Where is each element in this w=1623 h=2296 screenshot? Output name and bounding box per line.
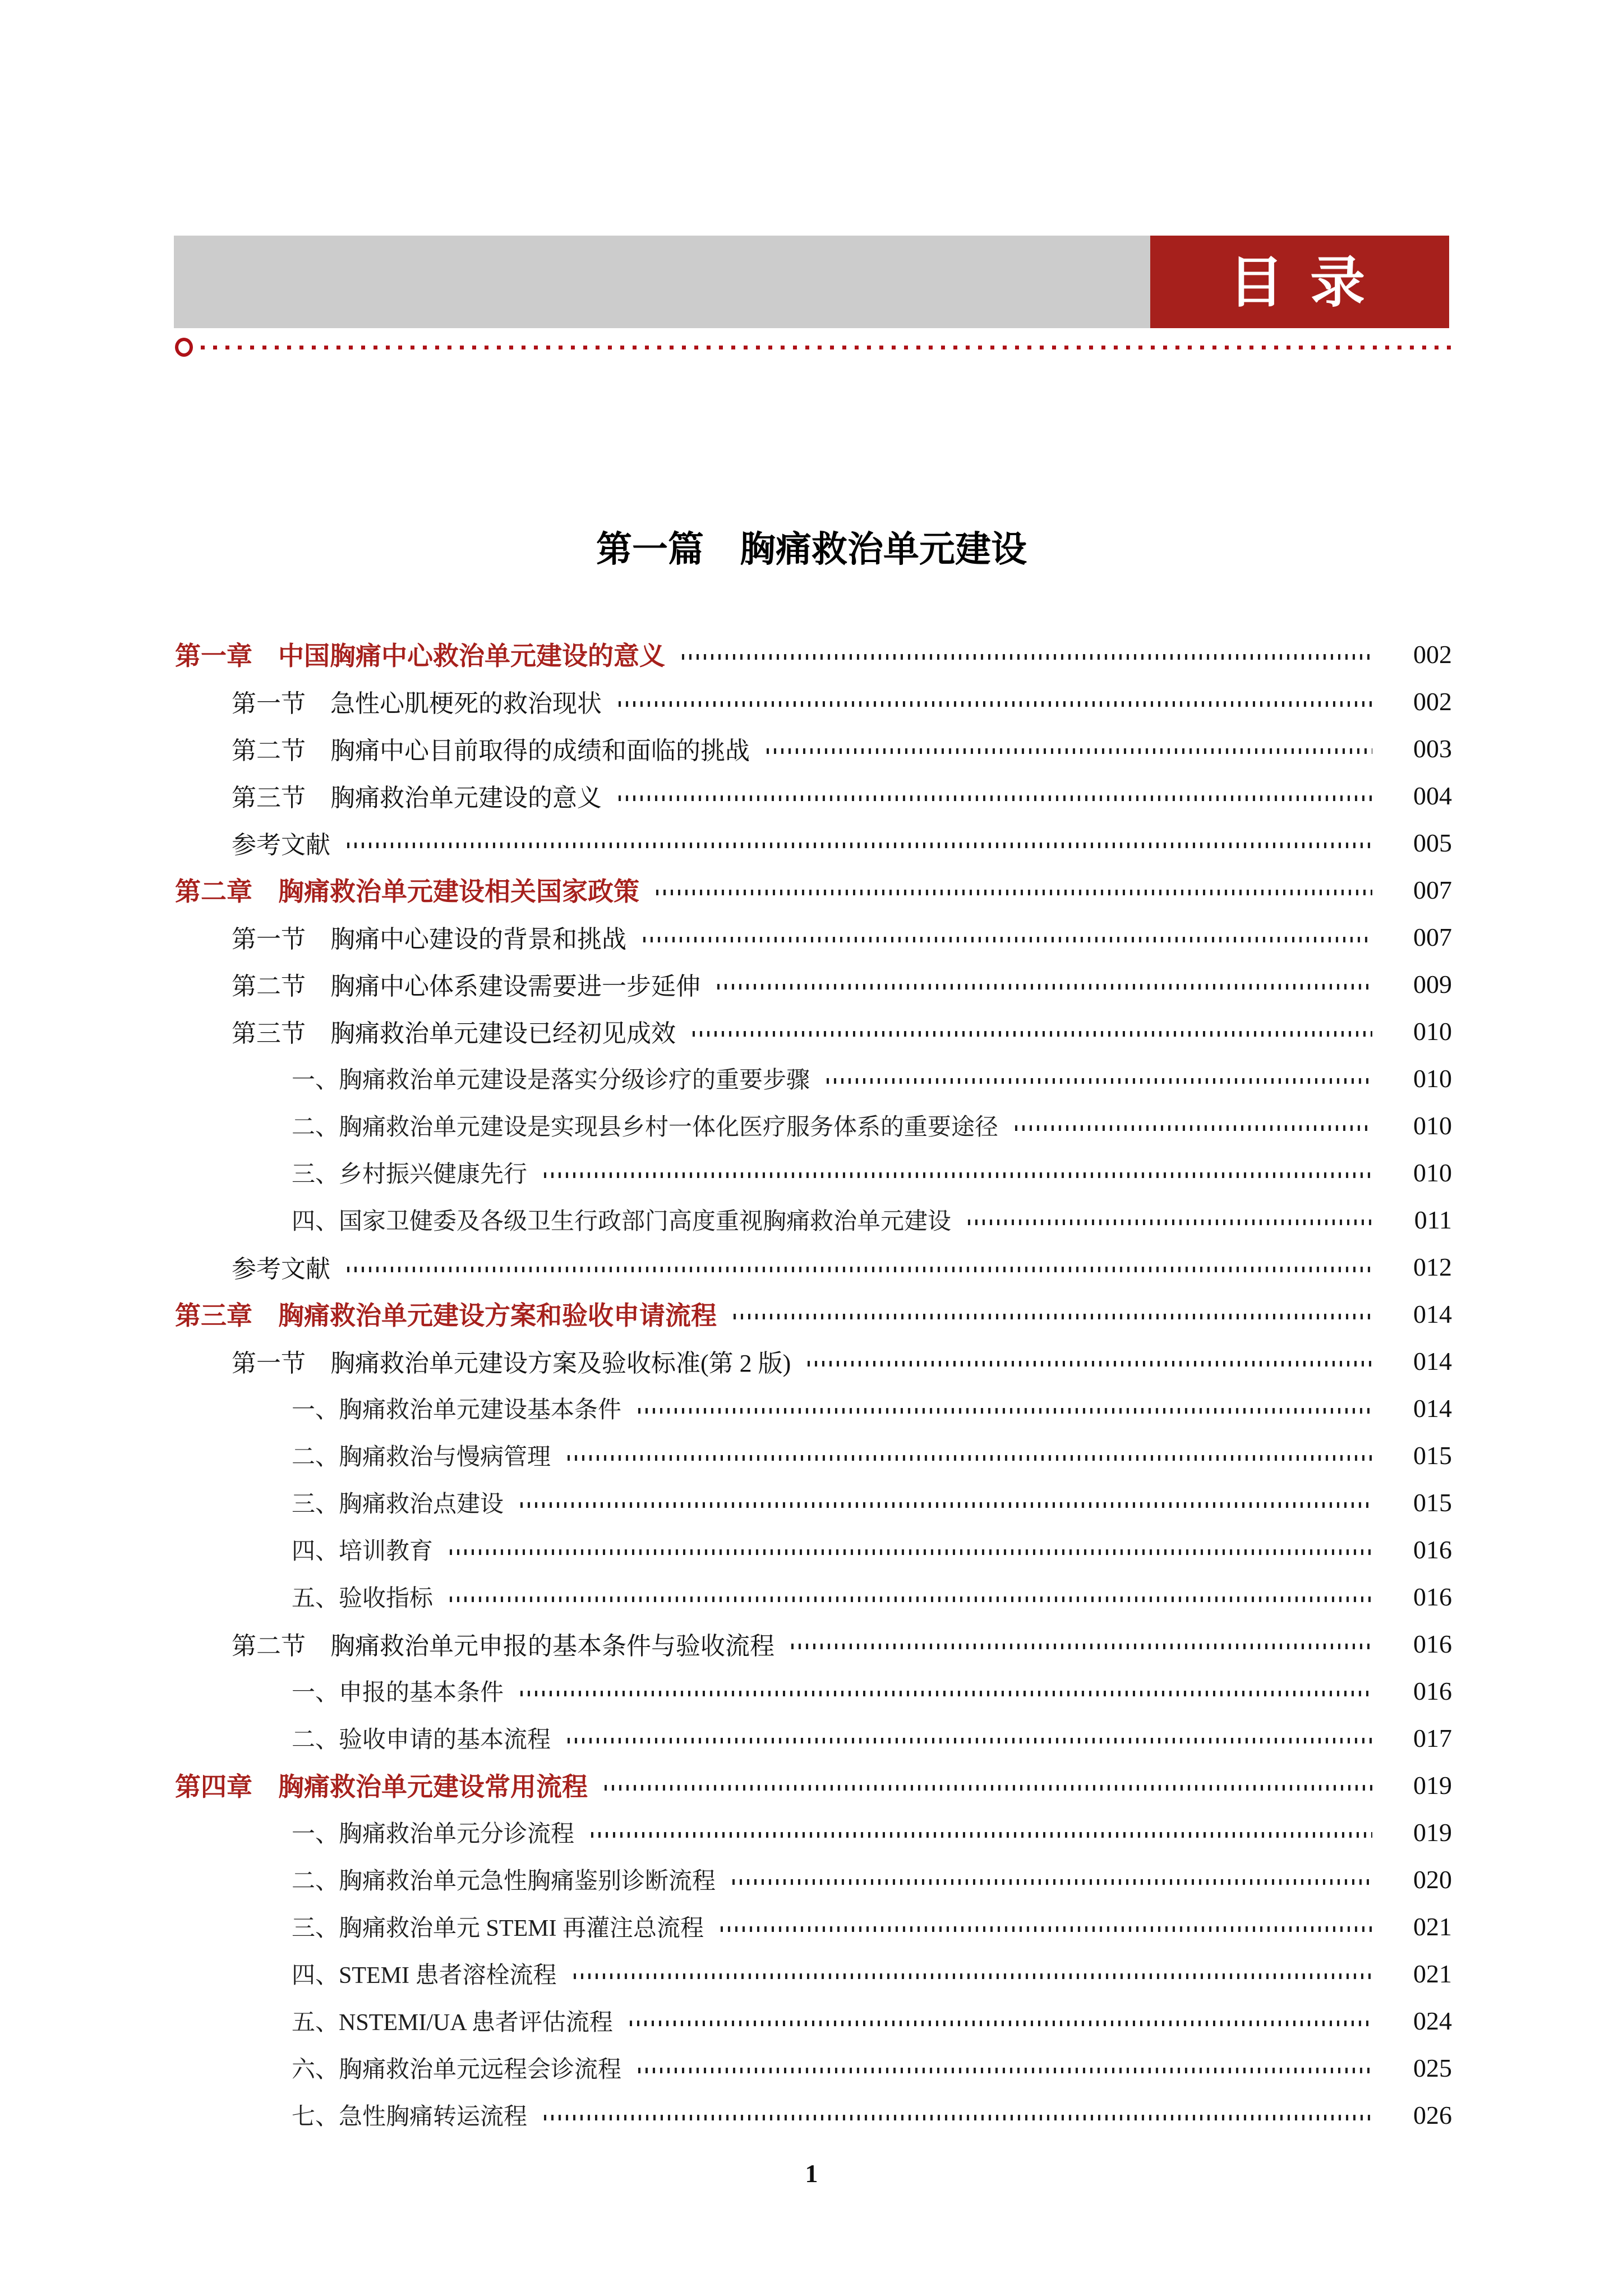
toc-leader-dots (791, 1644, 1372, 1649)
toc-entry-page: 014 (1413, 1393, 1452, 1423)
toc-entry-text: 四、STEMI 患者溶栓流程 (292, 1963, 557, 1989)
toc-leader-dots (591, 1832, 1372, 1838)
toc-leader-dots (450, 1549, 1372, 1555)
toc-entry-text: 一、申报的基本条件 (292, 1680, 504, 1706)
toc-entry-text: 三、胸痛救治点建设 (292, 1492, 504, 1517)
toc-entry-page: 016 (1413, 1535, 1452, 1564)
dotted-line (201, 346, 1459, 349)
toc-entry (171, 1007, 1452, 1055)
toc-entry-text: 第一节 胸痛救治单元建设方案及验收标准(第 2 版) (232, 1350, 791, 1377)
toc-entry (171, 1714, 1452, 1761)
toc-entry-text: 第一节 急性心肌梗死的救治现状 (232, 690, 602, 717)
toc-entry (171, 866, 1452, 913)
toc-entry-text: 第三章 胸痛救治单元建设方案和验收申请流程 (175, 1301, 717, 1330)
toc-entry (171, 1290, 1452, 1337)
toc-entry (171, 1055, 1452, 1102)
toc-entry-text: 第四章 胸痛救治单元建设常用流程 (175, 1772, 588, 1801)
toc-entry-text: 五、NSTEMI/UA 患者评估流程 (292, 2010, 613, 2036)
toc-entry-page: 021 (1413, 1959, 1452, 1988)
toc-leader-dots (347, 843, 1372, 848)
toc-entry-page: 019 (1413, 1770, 1452, 1800)
toc-entry-page: 019 (1413, 1818, 1452, 1847)
footer-page-number: 1 (805, 2159, 818, 2188)
toc-entry-page: 009 (1413, 969, 1452, 999)
toc-entry-text: 第一章 中国胸痛中心救治单元建设的意义 (175, 641, 665, 670)
toc-entry-page: 011 (1414, 1205, 1452, 1234)
toc-entry-page: 014 (1413, 1346, 1452, 1375)
toc-entry-text: 六、胸痛救治单元远程会诊流程 (292, 2057, 622, 2083)
toc-entry-page: 007 (1413, 875, 1452, 904)
toc-leader-dots (638, 1408, 1372, 1414)
toc-entry (171, 1903, 1452, 1950)
toc-entry (171, 2091, 1452, 2138)
toc-leader-dots (520, 1502, 1372, 1508)
circle-bullet-icon (175, 338, 193, 357)
toc-entry (171, 1479, 1452, 1526)
toc-entry-text: 四、国家卫健委及各级卫生行政部门高度重视胸痛救治单元建设 (292, 1209, 952, 1235)
toc-entry-text: 一、胸痛救治单元分诊流程 (292, 1821, 575, 1847)
toc-leader-dots (1015, 1125, 1372, 1131)
toc-entry-page: 020 (1413, 1865, 1452, 1894)
toc-leader-dots (717, 984, 1372, 990)
toc-entry-page: 026 (1413, 2100, 1452, 2129)
toc-entry (171, 772, 1452, 819)
toc-leader-dots (347, 1267, 1372, 1272)
toc-entry (171, 1432, 1452, 1479)
toc-leader-dots (643, 937, 1372, 942)
toc-entry-text: 五、验收指标 (292, 1586, 434, 1612)
toc-leader-dots (968, 1220, 1372, 1225)
toc-entry (171, 1384, 1452, 1432)
toc-entry-text: 一、胸痛救治单元建设是落实分级诊疗的重要步骤 (292, 1068, 810, 1093)
header-band (174, 236, 1449, 328)
toc-entry-text: 三、胸痛救治单元 STEMI 再灌注总流程 (292, 1916, 704, 1941)
toc-entry-text: 参考文献 (232, 831, 330, 859)
header-gray-bar (174, 236, 1150, 328)
toc-entry (171, 913, 1452, 960)
toc-entry (171, 678, 1452, 725)
toc-entry-text: 二、验收申请的基本流程 (292, 1727, 551, 1753)
toc-leader-dots (520, 1691, 1372, 1696)
toc-leader-dots (605, 1785, 1372, 1791)
toc-entry-page: 021 (1413, 1912, 1452, 1941)
toc-leader-dots (544, 1172, 1372, 1178)
toc-entry-text: 七、急性胸痛转运流程 (292, 2104, 528, 2130)
toc-leader-dots (568, 1455, 1372, 1461)
toc-leader-dots (827, 1078, 1372, 1084)
toc-entry (171, 1620, 1452, 1667)
toc-entry-text: 二、胸痛救治单元建设是实现县乡村一体化医疗服务体系的重要途径 (292, 1115, 999, 1140)
toc-leader-dots (734, 1314, 1372, 1319)
toc-entry-page: 016 (1413, 1582, 1452, 1611)
toc-entry-page: 025 (1413, 2053, 1452, 2082)
toc-entry (171, 1950, 1452, 1997)
toc-entry-page: 010 (1413, 1016, 1452, 1046)
toc-leader-dots (630, 2021, 1372, 2026)
toc-entry-page: 016 (1413, 1676, 1452, 1705)
toc-entry-text: 第一节 胸痛中心建设的背景和挑战 (232, 926, 626, 953)
toc-entry-text: 第二节 胸痛中心体系建设需要进一步延伸 (232, 973, 700, 1000)
toc-entry-page: 012 (1413, 1252, 1452, 1281)
toc-leader-dots (656, 890, 1372, 895)
toc-entry-page: 004 (1413, 781, 1452, 810)
toc-entry (171, 631, 1452, 678)
toc-entry-page: 002 (1413, 639, 1452, 669)
part-title: 第一篇 胸痛救治单元建设 (596, 530, 1027, 569)
toc-entry-page: 003 (1413, 734, 1452, 763)
toc-entry-text: 三、乡村振兴健康先行 (292, 1162, 528, 1188)
toc-entry-page: 024 (1413, 2006, 1452, 2035)
toc-entry (171, 1102, 1452, 1149)
toc-entry-page: 010 (1413, 1111, 1452, 1140)
toc-entry-text: 二、胸痛救治单元急性胸痛鉴别诊断流程 (292, 1869, 716, 1894)
toc-leader-dots (732, 1879, 1372, 1885)
toc-entry-page: 002 (1413, 687, 1452, 716)
toc-entry-page: 005 (1413, 828, 1452, 857)
toc-leader-dots (808, 1361, 1372, 1366)
toc-entry-text: 四、培训教育 (292, 1539, 434, 1565)
toc-list (171, 631, 1452, 2138)
dotted-divider (175, 335, 1459, 359)
toc-entry (171, 1196, 1452, 1243)
toc-entry-text: 参考文献 (232, 1255, 330, 1283)
toc-entry-page: 007 (1413, 922, 1452, 951)
toc-leader-dots (619, 701, 1372, 707)
toc-leader-dots (693, 1031, 1372, 1037)
toc-leader-dots (638, 2068, 1372, 2073)
toc-entry (171, 1761, 1452, 1809)
toc-leader-dots (574, 1973, 1372, 1979)
toc-entry-text: 第二节 胸痛救治单元申报的基本条件与验收流程 (232, 1632, 774, 1660)
toc-title: 目 录 (1228, 251, 1371, 313)
toc-entry-text: 第三节 胸痛救治单元建设的意义 (232, 784, 602, 812)
toc-leader-dots (450, 1596, 1372, 1602)
toc-entry-page: 016 (1413, 1629, 1452, 1658)
toc-entry-page: 017 (1413, 1723, 1452, 1752)
toc-title-box (1150, 236, 1449, 328)
toc-leader-dots (619, 795, 1372, 801)
toc-entry (171, 819, 1452, 866)
toc-entry (171, 1809, 1452, 1856)
toc-entry (171, 2044, 1452, 2091)
toc-entry-text: 第三节 胸痛救治单元建设已经初见成效 (232, 1020, 676, 1047)
toc-entry (171, 1667, 1452, 1714)
toc-leader-dots (568, 1738, 1372, 1743)
toc-leader-dots (544, 2115, 1372, 2120)
toc-entry-page: 010 (1413, 1158, 1452, 1187)
toc-leader-dots (721, 1926, 1372, 1932)
toc-entry-page: 015 (1413, 1488, 1452, 1517)
toc-entry-text: 一、胸痛救治单元建设基本条件 (292, 1397, 622, 1423)
toc-entry (171, 1243, 1452, 1290)
toc-entry-page: 014 (1413, 1299, 1452, 1328)
toc-entry (171, 1856, 1452, 1903)
toc-leader-dots (682, 654, 1372, 660)
toc-entry (171, 1337, 1452, 1384)
toc-entry-page: 015 (1413, 1441, 1452, 1470)
toc-entry-text: 第二章 胸痛救治单元建设相关国家政策 (175, 877, 639, 906)
toc-entry-page: 010 (1413, 1064, 1452, 1093)
toc-entry (171, 1149, 1452, 1196)
toc-entry (171, 725, 1452, 772)
toc-entry-text: 二、胸痛救治与慢病管理 (292, 1444, 551, 1470)
toc-entry-text: 第二节 胸痛中心目前取得的成绩和面临的挑战 (232, 737, 750, 765)
toc-entry (171, 1997, 1452, 2044)
toc-entry (171, 1526, 1452, 1573)
toc-entry (171, 1573, 1452, 1620)
toc-leader-dots (767, 748, 1372, 754)
toc-entry (171, 960, 1452, 1007)
